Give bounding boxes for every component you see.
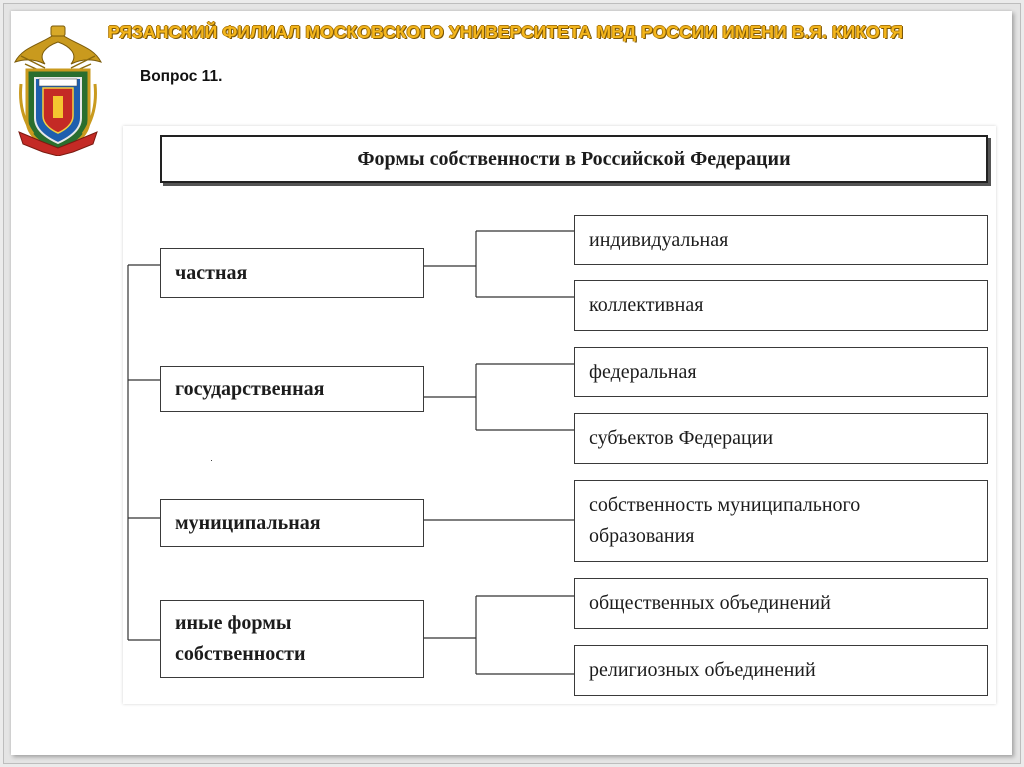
category-municipal: муниципальная	[160, 499, 424, 547]
subtype-municipal-property: собственность муниципального образования	[574, 480, 988, 562]
question-label: Вопрос 11.	[140, 68, 223, 85]
subtype-collective: коллективная	[574, 280, 988, 331]
diagram-title: Формы собственности в Российской Федерации	[160, 135, 988, 183]
subtype-individual: индивидуальная	[574, 215, 988, 265]
subtype-religious-associations: религиозных объединений	[574, 645, 988, 696]
category-state: государственная	[160, 366, 424, 412]
subtype-federal: федеральная	[574, 347, 988, 397]
subtype-federation-subjects: субъектов Федерации	[574, 413, 988, 464]
category-other: иные формы собственности	[160, 600, 424, 678]
institution-title: РЯЗАНСКИЙ ФИЛИАЛ МОСКОВСКОГО УНИВЕРСИТЕТА МВД РОССИИ ИМЕНИ В.Я. КИКОТЯ	[108, 22, 904, 42]
category-private: частная	[160, 248, 424, 298]
subtype-public-associations: общественных объединений	[574, 578, 988, 629]
stray-dot	[211, 460, 212, 461]
